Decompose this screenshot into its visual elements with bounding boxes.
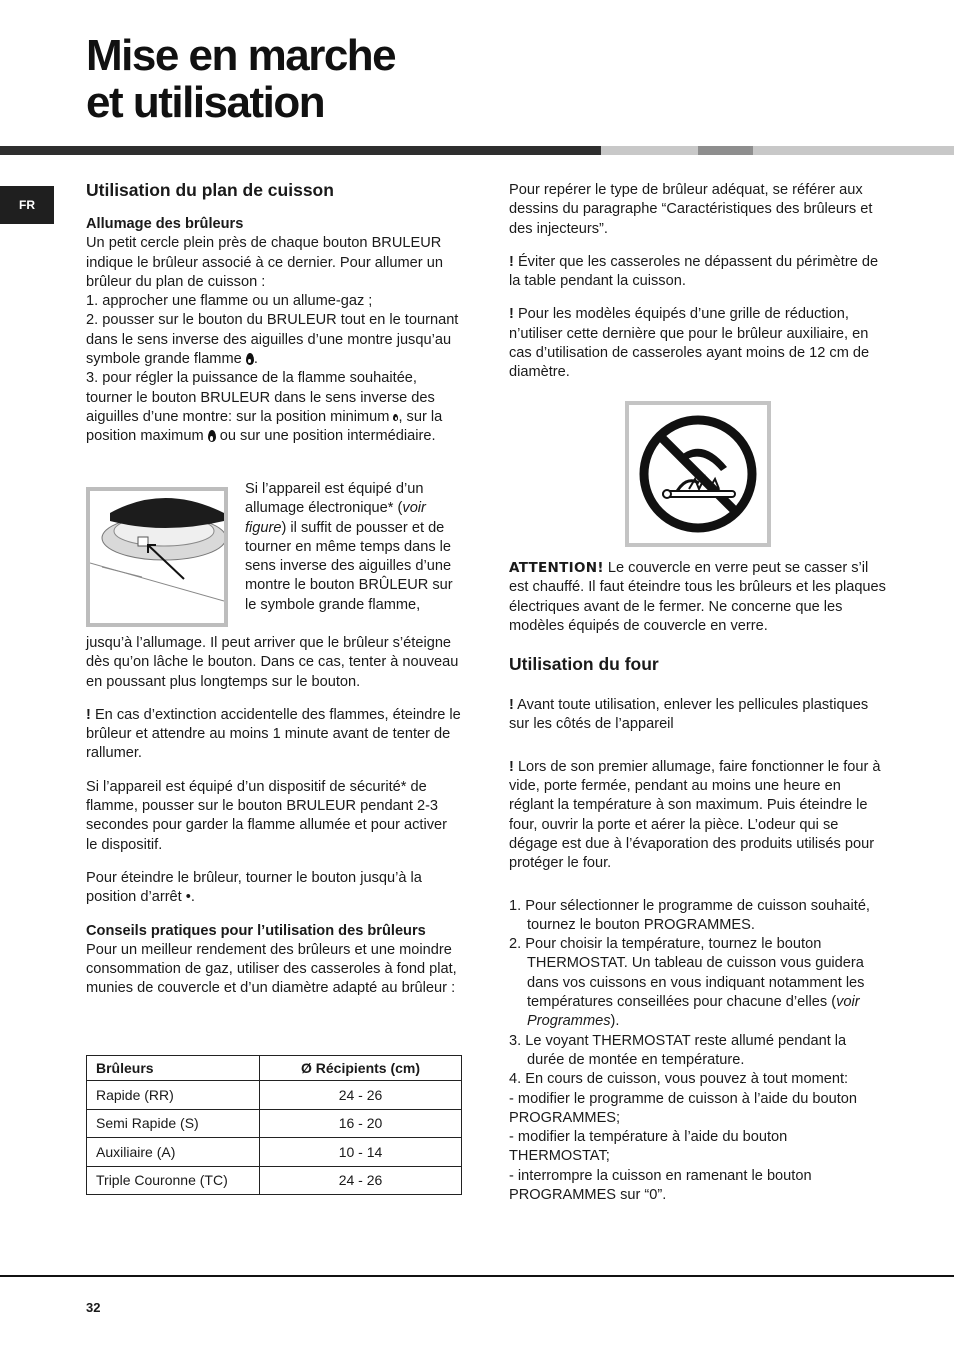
step-2: 2. pousser sur le bouton du BRULEUR tout en le tournant dans le sens inverse des aiguilles d’une montre jusqu’au symbole grande flamme .	[86, 312, 459, 368]
oven-step-2	[509, 935, 887, 1031]
section-title-cooktop: Utilisation du plan de cuisson	[86, 180, 334, 200]
no-closing-lid-on-burner-icon	[625, 401, 771, 547]
step-3-text-b: , sur la position maximum	[86, 408, 443, 445]
film-warning	[509, 696, 887, 735]
warning-mark-icon: !	[509, 697, 514, 714]
language-tab: FR	[0, 186, 54, 224]
table-row	[87, 1166, 462, 1195]
reperer-text: Pour repérer le type de brûleur adéquat, se référer aux dessins du paragraphe “Caractéristiques des brûleurs et des injecteurs”.	[509, 182, 873, 237]
table-cell-diameter: 10 - 14	[260, 1138, 462, 1167]
section-title-oven: Utilisation du four	[509, 654, 659, 675]
title-line-1: Mise en marche	[86, 31, 396, 80]
step-3-text-c: ou sur une position intermédiaire.	[219, 428, 436, 445]
pan-perimeter-warning	[509, 253, 887, 292]
see-programmes-ref: voir Programmes	[527, 994, 860, 1030]
conseils-heading: Conseils pratiques pour l’utilisation des brûleurs	[86, 922, 426, 939]
warning-mark-icon: !	[509, 306, 514, 323]
film-warning-text: Avant toute utilisation, enlever les pellicules plastiques sur les côtés de l’appareil	[509, 697, 869, 733]
right-column-top	[509, 181, 887, 383]
first-use-warning	[509, 758, 887, 874]
warning-mark-icon: !	[509, 758, 514, 775]
warning-mark-icon: !	[509, 253, 514, 270]
left-column-top	[86, 179, 462, 447]
table-cell-burner: Triple Couronne (TC)	[87, 1166, 260, 1195]
footer-rule	[0, 1275, 954, 1277]
table-header-diameter: Ø Récipients (cm)	[260, 1056, 462, 1081]
step-3	[86, 369, 462, 446]
table-cell-burner: Rapide (RR)	[87, 1081, 260, 1110]
allumage-heading: Allumage des brûleurs	[86, 216, 244, 232]
oven-step-2-end: ).	[610, 1013, 620, 1030]
oven-step-3: 3. Le voyant THERMOSTAT reste allumé pendant la durée de montée en température.	[509, 1032, 847, 1068]
header-rule-mid	[698, 146, 753, 155]
burner-ignition-figure	[86, 487, 228, 627]
safety-device-text: Si l’appareil est équipé d’un dispositif de sécurité* de flamme, pousser sur le bouton BRULEUR pendant 2-3 secondes pour garder la flamme allumée et pour activer le dispositif.	[86, 778, 447, 853]
page-number: 32	[86, 1300, 101, 1315]
table-header-burner: Brûleurs	[87, 1056, 260, 1081]
attention-label: ATTENTION!	[509, 560, 604, 576]
oven-steps	[509, 897, 887, 1206]
allumage-text: Un petit cercle plein près de chaque bouton BRULEUR indique le brûleur associé à ce dernier. Pour allumer un brûleur du plan de cuisson :	[86, 235, 443, 290]
table-row	[87, 1109, 462, 1138]
header-rule-dark	[0, 146, 601, 155]
step-1: 1. approcher une flamme ou un allume-gaz ;	[86, 293, 373, 310]
oven-option-1: - modifier le programme de cuisson à l’aide du bouton PROGRAMMES;	[509, 1090, 858, 1126]
table-row	[87, 1138, 462, 1167]
extinction-warning	[86, 706, 462, 764]
grille-text: Pour les modèles équipés d’une grille de réduction, n’utiliser cette dernière que pour le brûleur auxiliaire, en cas d’utilisation de casseroles ayant moins de 12 cm de diamètre.	[509, 306, 870, 381]
attention-text: Le couvercle en verre peut se casser s’il est chauffé. Il faut éteindre tous les brûleurs et les plaques électriques avant de le fermer. Ne concerne que les modèles équipés de couvercle en verre.	[509, 560, 886, 634]
see-figure-ref: voir figure	[245, 500, 426, 536]
table-cell-burner: Semi Rapide (S)	[87, 1109, 260, 1138]
attention-block	[509, 559, 887, 636]
oven-option-3: - interrompre la cuisson en ramenant le bouton PROGRAMMES sur “0”.	[509, 1167, 812, 1204]
step-3-text-a: 3. pour régler la puissance de la flamme souhaitée, tourner le bouton BRULEUR dans le sens inverse des aiguilles d’une montre: sur la position minimum	[86, 370, 435, 425]
table-cell-diameter: 24 - 26	[260, 1166, 462, 1195]
header-rule-light-2	[753, 146, 954, 155]
pan-perimeter-text: Éviter que les casseroles ne dépassent du périmètre de la table pendant la cuisson.	[509, 253, 879, 290]
table-row	[87, 1081, 462, 1110]
page-title	[86, 32, 395, 126]
table-header-row	[87, 1056, 462, 1081]
first-use-text: Lors de son premier allumage, faire fonctionner le four à vide, porte fermée, pendant au moins une heure en réglant la température à son maximum. Puis éteindre le four, ouvrir la porte et aérer la pièce. L’odeur qui se dégage est due à l’évaporation des produits utilisés pour protéger le four.	[509, 758, 881, 872]
oven-option-2: - modifier la température à l’aide du bouton THERMOSTAT;	[509, 1129, 788, 1165]
header-rule-light-1	[601, 146, 698, 155]
turn-off-text: Pour éteindre le brûleur, tourner le bouton jusqu’à la position d’arrêt •.	[86, 869, 422, 906]
electronic-ignition-beside	[245, 480, 455, 615]
electronic-ignition-text	[245, 480, 455, 615]
step-2-text: 2. pousser sur le bouton du BRULEUR tout en le tournant dans le sens inverse des aiguilles d’une montre jusqu’au symbole grande flamme	[86, 312, 459, 368]
oven-step-1: 1. Pour sélectionner le programme de cuisson souhaité, tournez le bouton PROGRAMMES.	[509, 897, 870, 933]
extinction-text: En cas d’extinction accidentelle des flammes, éteindre le brûleur et attendre au moins 1 minute avant de tenter de rallumer.	[86, 706, 461, 762]
electronic-text-b: ) il suffit de pousser et de tourner en même temps dans le sens inverse des aiguilles d’une montre le bouton BRÛLEUR sur le symbole grande flamme,	[245, 519, 453, 613]
grille-warning	[509, 305, 887, 382]
burner-pot-table	[86, 1055, 462, 1195]
prohibition-illustration	[629, 405, 767, 543]
table-cell-diameter: 16 - 20	[260, 1109, 462, 1138]
table-cell-burner: Auxiliaire (A)	[87, 1138, 260, 1167]
left-column-bottom	[86, 634, 462, 999]
oven-step-2-text: 2. Pour choisir la température, tournez le bouton THERMOSTAT. Un tableau de cuisson vous guidera dans vos cuissons en vous indiquant notamment les températures conseillées pour chacune d’elles (	[509, 936, 865, 1011]
flame-large-icon	[246, 353, 254, 365]
electronic-text-a: Si l’appareil est équipé d’un allumage électronique* (	[245, 481, 424, 517]
conseils-text: Pour un meilleur rendement des brûleurs et une moindre consommation de gaz, utiliser des casseroles à fond plat, munies de couvercle et d’un diamètre adapté au brûleur :	[86, 941, 457, 997]
title-line-2: et utilisation	[86, 78, 325, 127]
flame-large-icon	[208, 430, 216, 442]
electronic-continuation: jusqu’à l’allumage. Il peut arriver que le brûleur s’éteigne dès qu’on lâche le bouton. Dans ce cas, tenter à nouveau en poussant plus longtemps sur le bouton.	[86, 635, 459, 690]
table-cell-diameter: 24 - 26	[260, 1081, 462, 1110]
warning-mark-icon: !	[86, 706, 91, 723]
right-column-bottom	[509, 559, 887, 1205]
burner-ignition-illustration	[90, 491, 224, 623]
oven-step-4: 4. En cours de cuisson, vous pouvez à tout moment:	[509, 1071, 849, 1088]
